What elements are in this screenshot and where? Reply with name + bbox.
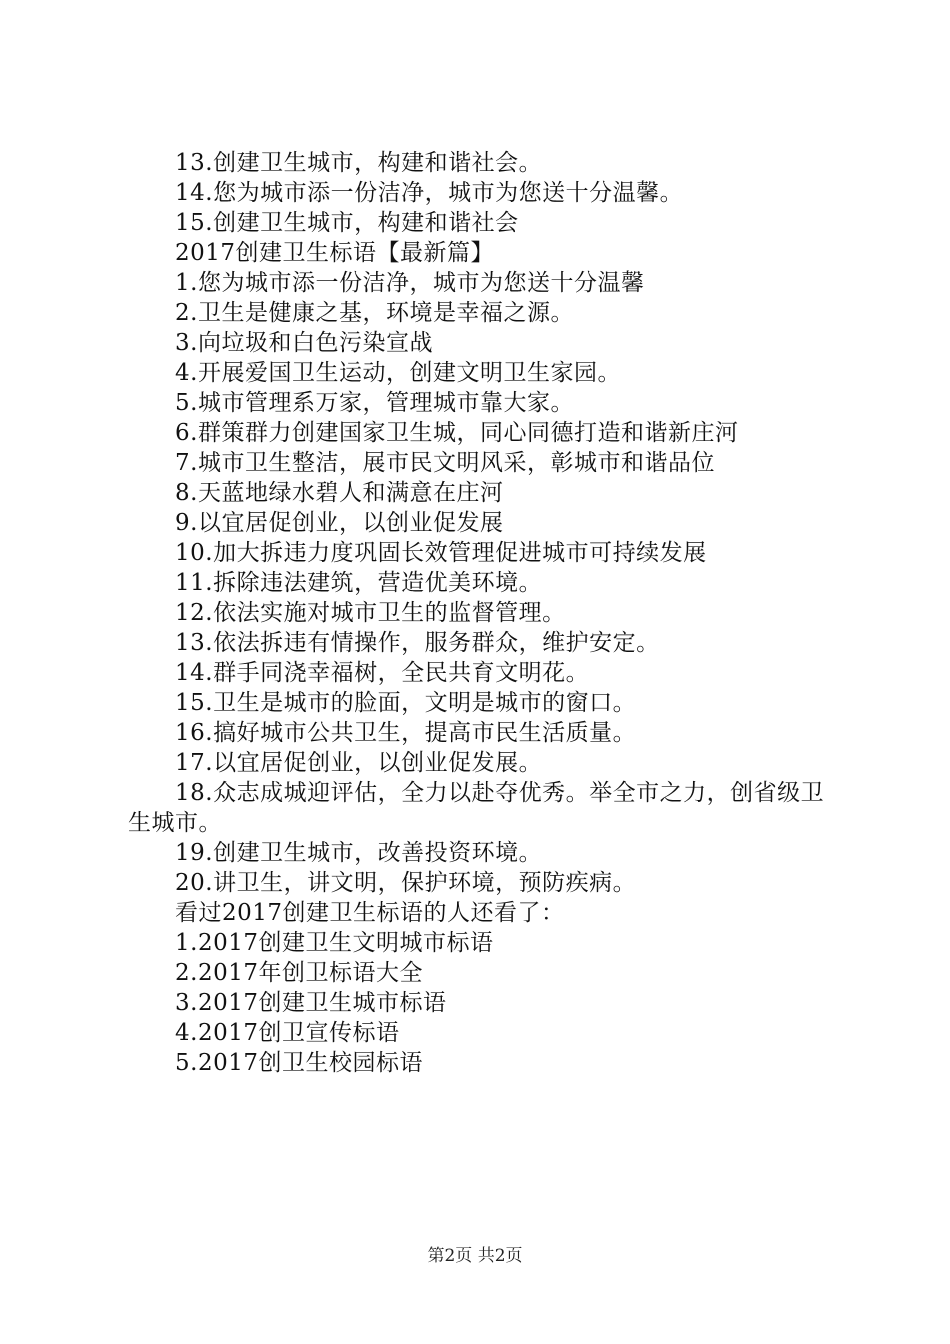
text-paragraph: 18.众志成城迎评估，全力以赴夺优秀。举全市之力，创省级卫生城市。 [128, 780, 825, 836]
text-line: 17.以宜居促创业，以创业促发展。 [175, 750, 543, 776]
text-line: 7.城市卫生整洁，展市民文明风采，彰城市和谐品位 [175, 450, 715, 476]
text-line: 9.以宜居促创业，以创业促发展 [175, 510, 504, 536]
text-line: 8.天蓝地绿水碧人和满意在庄河 [175, 480, 504, 506]
text-line: 1.您为城市添一份洁净，城市为您送十分温馨 [175, 270, 645, 296]
related-item: 1.2017创建卫生文明城市标语 [175, 930, 494, 956]
related-item: 2.2017年创卫标语大全 [175, 960, 423, 986]
related-item: 5.2017创卫生校园标语 [175, 1050, 423, 1076]
text-line: 19.创建卫生城市，改善投资环境。 [175, 840, 543, 866]
text-line: 20.讲卫生，讲文明，保护环境，预防疾病。 [175, 870, 637, 896]
text-line: 14.您为城市添一份洁净，城市为您送十分温馨。 [175, 180, 684, 206]
text-line: 15.卫生是城市的脸面，文明是城市的窗口。 [175, 690, 637, 716]
text-line: 13.创建卫生城市，构建和谐社会。 [175, 150, 543, 176]
text-line: 3.向垃圾和白色污染宣战 [175, 330, 433, 356]
text-line: 11.拆除违法建筑，营造优美环境。 [175, 570, 543, 596]
text-line: 13.依法拆违有情操作，服务群众，维护安定。 [175, 630, 660, 656]
related-item: 4.2017创卫宣传标语 [175, 1020, 400, 1046]
text-line: 5.城市管理系万家，管理城市靠大家。 [175, 390, 574, 416]
page-footer: 第2页 共2页 [427, 1246, 523, 1266]
text-line: 14.群手同浇幸福树，全民共育文明花。 [175, 660, 590, 686]
document-body [128, 148, 834, 1078]
text-line: 12.依法实施对城市卫生的监督管理。 [175, 600, 566, 626]
text-line: 15.创建卫生城市，构建和谐社会 [175, 210, 519, 236]
text-line: 2.卫生是健康之基，环境是幸福之源。 [175, 300, 574, 326]
section-heading: 2017创建卫生标语【最新篇】 [175, 240, 495, 266]
text-line: 4.开展爱国卫生运动，创建文明卫生家园。 [175, 360, 621, 386]
related-heading: 看过2017创建卫生标语的人还看了： [175, 900, 565, 926]
text-line: 6.群策群力创建国家卫生城，同心同德打造和谐新庄河 [175, 420, 739, 446]
related-item: 3.2017创建卫生城市标语 [175, 990, 447, 1016]
text-line: 10.加大拆违力度巩固长效管理促进城市可持续发展 [175, 540, 707, 566]
text-line: 16.搞好城市公共卫生，提高市民生活质量。 [175, 720, 637, 746]
